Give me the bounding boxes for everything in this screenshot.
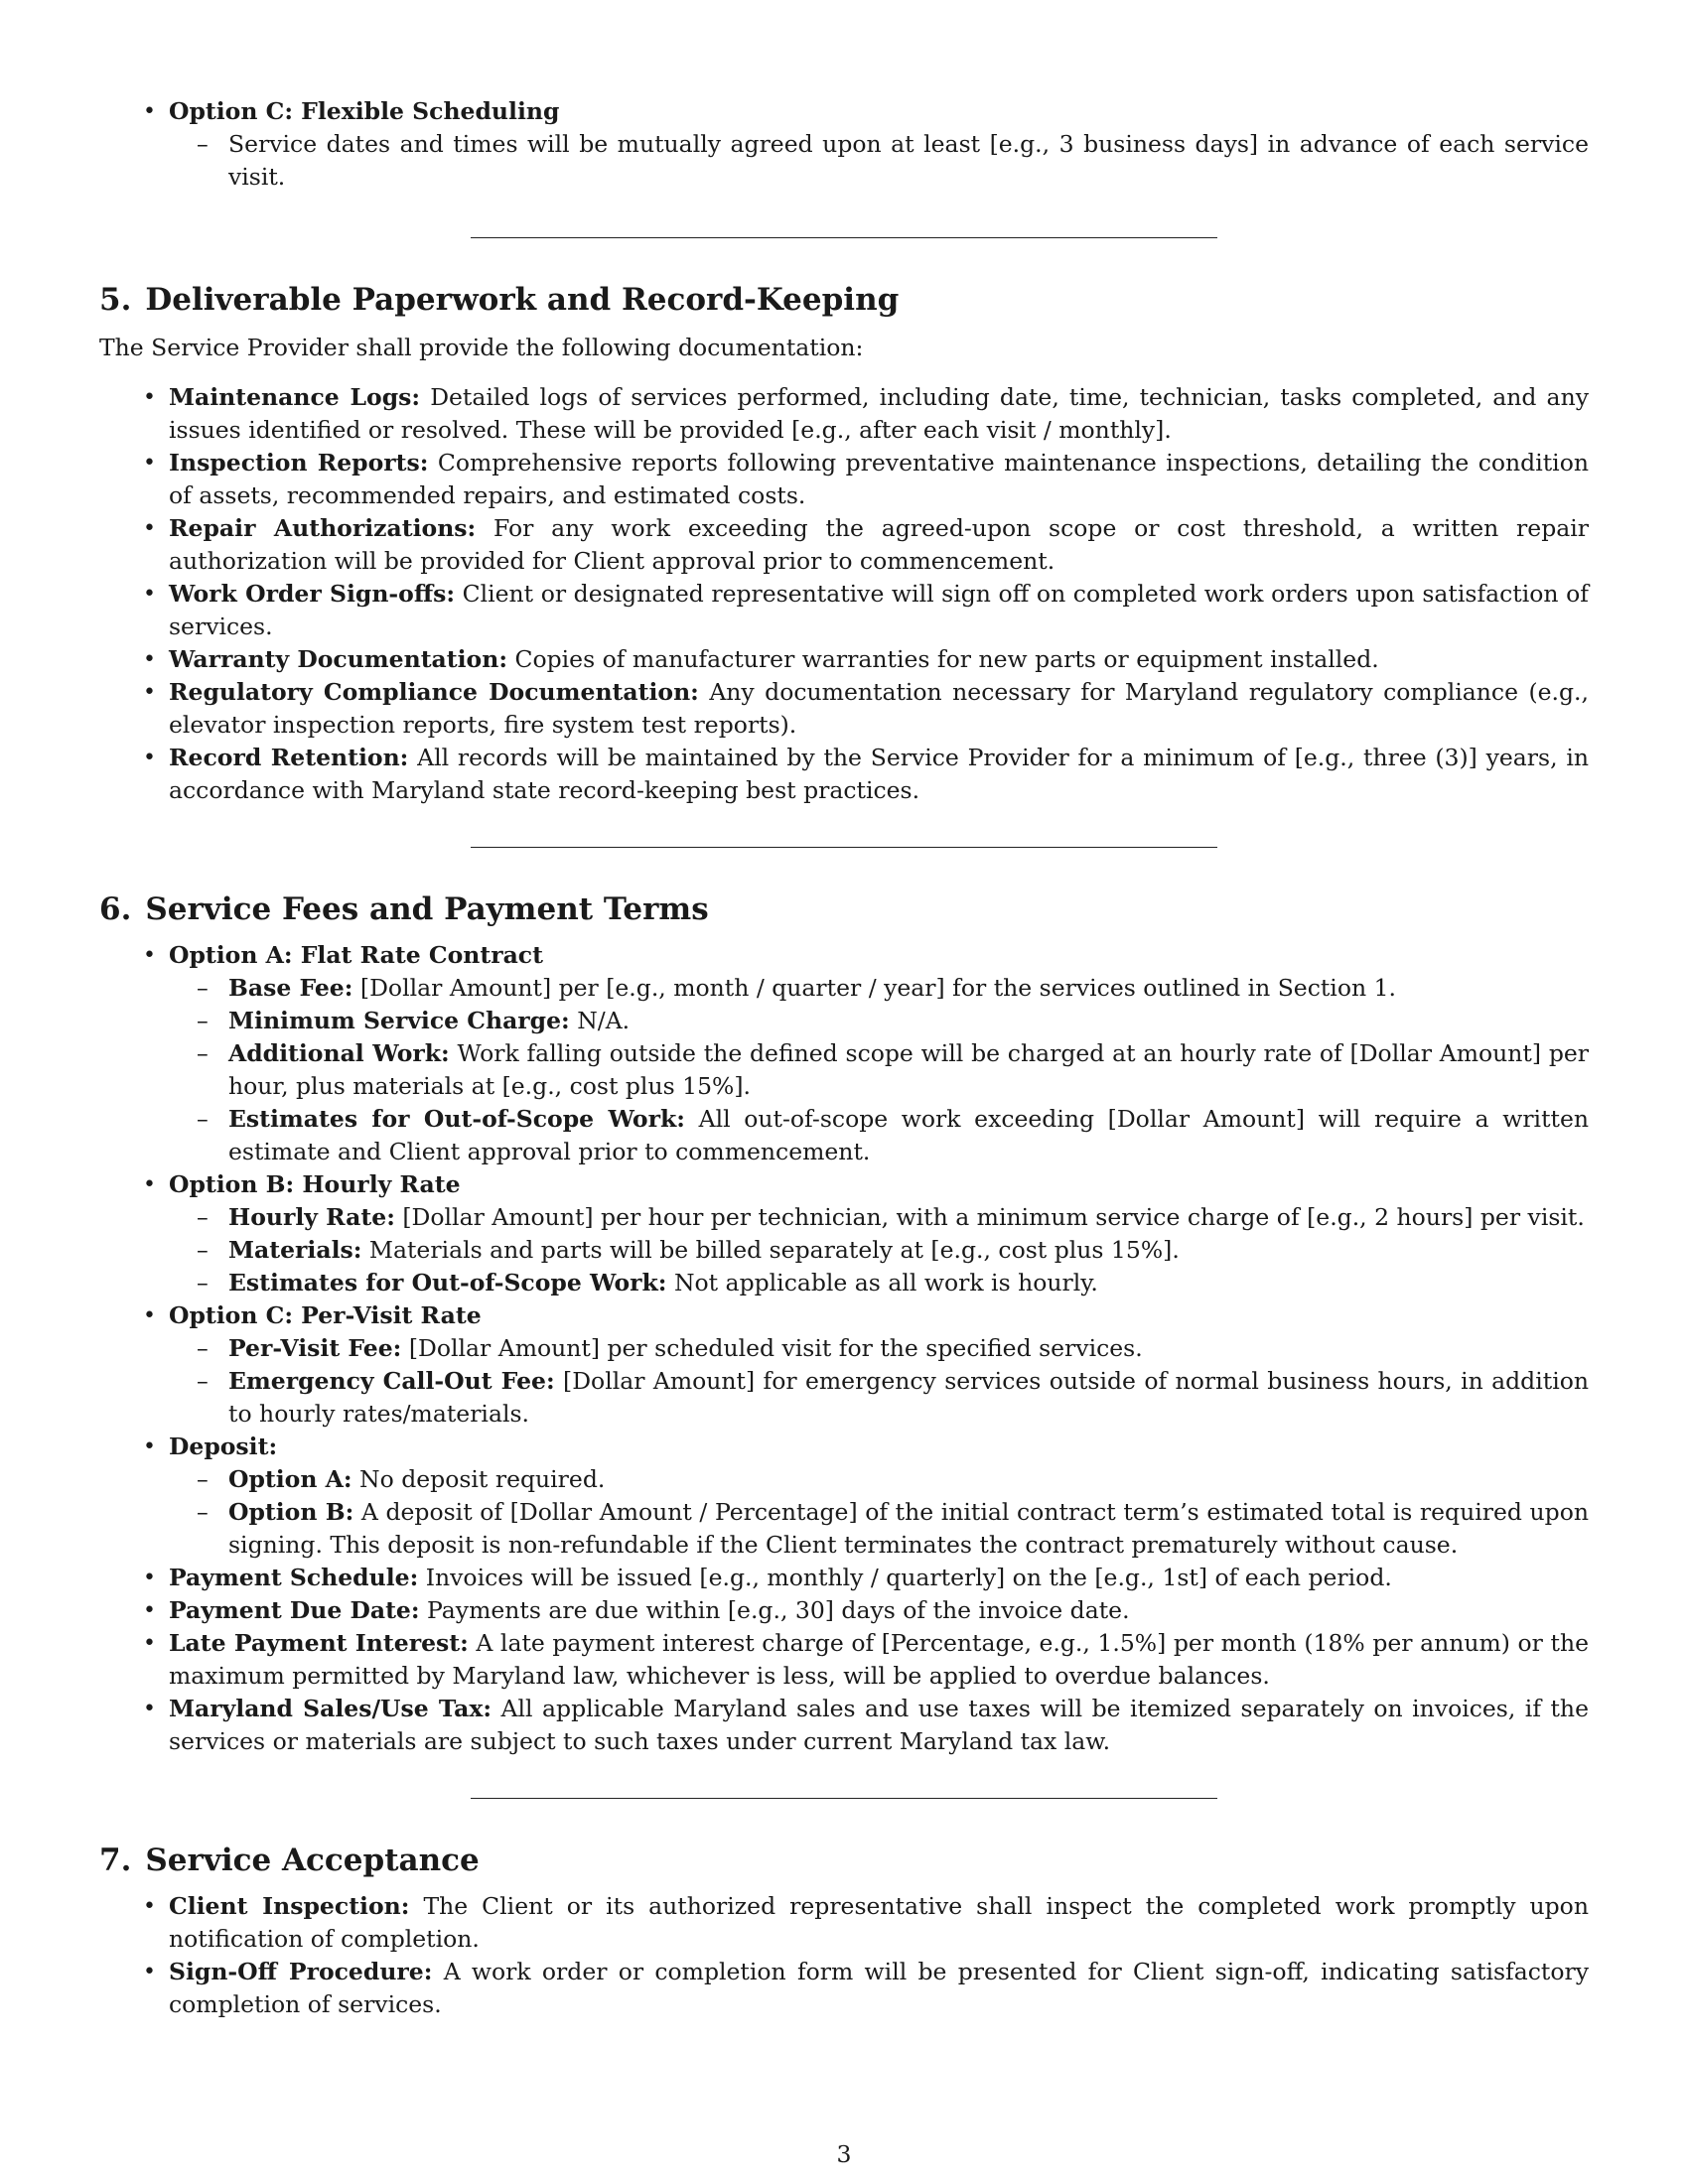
sub-list [169,1463,1589,1562]
item-label: Work Order Sign-offs: [169,580,456,608]
list-item [169,676,1589,742]
sub-list-item [228,128,1589,194]
section-heading [99,889,1589,929]
fees-list [99,939,1589,1758]
list-item [169,939,1589,1168]
list-item [169,381,1589,447]
section-number: 6. [99,891,132,927]
option-title: Deposit: [169,1433,278,1460]
item-label: Warranty Documentation: [169,645,507,673]
item-text: N/A. [577,1007,631,1034]
section-intro: The Service Provider shall provide the following documentation: [99,334,864,361]
option-title: Option B: Hourly Rate [169,1170,461,1198]
list-item [169,742,1589,807]
item-text: [Dollar Amount] for emergency services outside of normal business hours, in addition to hourly rates/materials. [228,1367,1589,1428]
item-text: [Dollar Amount] per hour per technician, with a minimum service charge of [e.g., 2 hours] per visit. [402,1203,1585,1231]
item-label: Base Fee: [228,974,353,1002]
scheduling-options-list [99,95,1589,194]
item-text: The Client or its authorized representative shall inspect the completed work promptly upon notification of completion. [169,1892,1589,1953]
item-text: Invoices will be issued [e.g., monthly / quarterly] on the [e.g., 1st] of each period. [425,1564,1392,1591]
item-label: Emergency Call-Out Fee: [228,1367,555,1395]
item-label: Regulatory Compliance Documentation: [169,678,699,706]
item-text: [Dollar Amount] per scheduled visit for the specified services. [408,1334,1143,1362]
section-heading [99,1841,1589,1880]
section-number: 5. [99,282,132,318]
item-text: A work order or completion form will be presented for Client sign-off, indicating satisfactory completion of services. [169,1958,1589,2018]
acceptance-list [99,1890,1589,2021]
item-text: Detailed logs of services performed, including date, time, technician, tasks completed, and any issues identified or resolved. These will be provided [e.g., after each visit / monthly]. [169,383,1589,444]
section-heading [99,280,1589,320]
list-item [169,643,1589,676]
sub-list-item [228,1037,1589,1103]
list-item [169,1168,1589,1299]
list-item [169,1299,1589,1431]
item-text: All out-of-scope work exceeding [Dollar Amount] will require a written estimate and Client approval prior to commencement. [228,1105,1589,1165]
list-item [169,447,1589,512]
item-title: Option C: Flexible Scheduling [169,97,560,125]
item-label: Option B: [228,1498,354,1526]
sub-list-item [228,1005,1589,1037]
sub-list-item [228,1201,1589,1234]
page-number: 3 [836,2140,852,2168]
list-item [169,1956,1589,2021]
item-text: No deposit required. [359,1465,606,1493]
option-title: Option A: Flat Rate Contract [169,941,543,969]
item-label: Maintenance Logs: [169,383,421,411]
item-text: All records will be maintained by the Service Provider for a minimum of [e.g., three (3)] years, in accordance with Maryland state record-keeping best practices. [169,744,1589,804]
item-label: Minimum Service Charge: [228,1007,570,1034]
item-label: Inspection Reports: [169,449,429,477]
item-label: Late Payment Interest: [169,1629,469,1657]
list-item [169,512,1589,578]
sub-list [169,972,1589,1168]
item-label: Repair Authorizations: [169,514,477,542]
item-text: All applicable Maryland sales and use taxes will be itemized separately on invoices, if the services or materials are subject to such taxes under current Maryland tax law. [169,1695,1589,1755]
item-text: [Dollar Amount] per [e.g., month / quarter / year] for the services outlined in Section 1. [359,974,1396,1002]
sub-list-item [228,1463,1589,1496]
section-title: Service Acceptance [145,1843,480,1878]
list-item [169,1890,1589,1956]
item-label: Sign-Off Procedure: [169,1958,433,1985]
item-text: Materials and parts will be billed separately at [e.g., cost plus 15%]. [368,1236,1180,1264]
item-text: A late payment interest charge of [Percentage, e.g., 1.5%] per month (18% per annum) or the maximum permitted by Maryland law, whichever is less, will be applied to overdue balances. [169,1629,1589,1690]
sub-list-item [228,1365,1589,1431]
item-label: Option A: [228,1465,352,1493]
item-label: Payment Schedule: [169,1564,419,1591]
item-text: Service dates and times will be mutually agreed upon at least [e.g., 3 business days] in advance of each service visit. [228,130,1589,191]
item-text: Work falling outside the defined scope will be charged at an hourly rate of [Dollar Amount] per hour, plus materials at [e.g., cost plus 15%]. [228,1039,1590,1100]
option-title: Option C: Per-Visit Rate [169,1301,482,1329]
section-title: Service Fees and Payment Terms [145,891,709,927]
sub-list [169,128,1589,194]
item-label: Payment Due Date: [169,1596,420,1624]
section-divider [471,1798,1217,1799]
item-label: Materials: [228,1236,362,1264]
sub-list-item [228,1332,1589,1365]
item-text: Comprehensive reports following preventative maintenance inspections, detailing the condition of assets, recommended repairs, and estimated costs. [169,449,1589,509]
sub-list [169,1201,1589,1299]
item-label: Hourly Rate: [228,1203,395,1231]
item-text: Not applicable as all work is hourly. [673,1269,1098,1297]
list-item [169,95,1589,194]
item-text: Copies of manufacturer warranties for new parts or equipment installed. [514,645,1379,673]
list-item [169,1693,1589,1758]
sub-list-item [228,1234,1589,1267]
sub-list-item [228,1496,1589,1562]
item-text: Payments are due within [e.g., 30] days of the invoice date. [427,1596,1130,1624]
section-number: 7. [99,1843,132,1878]
item-text: Any documentation necessary for Maryland regulatory compliance (e.g., elevator inspection reports, fire system test reports). [169,678,1589,739]
item-text: Client or designated representative will sign off on completed work orders upon satisfaction of services. [169,580,1589,640]
list-item [169,1431,1589,1562]
item-label: Maryland Sales/Use Tax: [169,1695,492,1722]
item-text: For any work exceeding the agreed-upon scope or cost threshold, a written repair authorization will be provided for Client approval prior to commencement. [169,514,1589,575]
section-divider [471,847,1217,848]
item-label: Record Retention: [169,744,409,771]
list-item [169,1562,1589,1594]
item-label: Per-Visit Fee: [228,1334,402,1362]
sub-list-item [228,972,1589,1005]
list-item [169,1627,1589,1693]
section-divider [471,237,1217,238]
documentation-list [99,381,1589,807]
item-label: Additional Work: [228,1039,450,1067]
item-text: A deposit of [Dollar Amount / Percentage] of the initial contract term’s estimated total is required upon signing. This deposit is non-refundable if the Client terminates the contract prematurely without cause. [228,1498,1589,1559]
item-label: Estimates for Out-of-Scope Work: [228,1105,685,1133]
item-label: Estimates for Out-of-Scope Work: [228,1269,667,1297]
section-title: Deliverable Paperwork and Record-Keeping [145,282,900,318]
sub-list-item [228,1267,1589,1299]
list-item [169,578,1589,643]
sub-list [169,1332,1589,1431]
sub-list-item [228,1103,1589,1168]
item-label: Client Inspection: [169,1892,410,1920]
list-item [169,1594,1589,1627]
